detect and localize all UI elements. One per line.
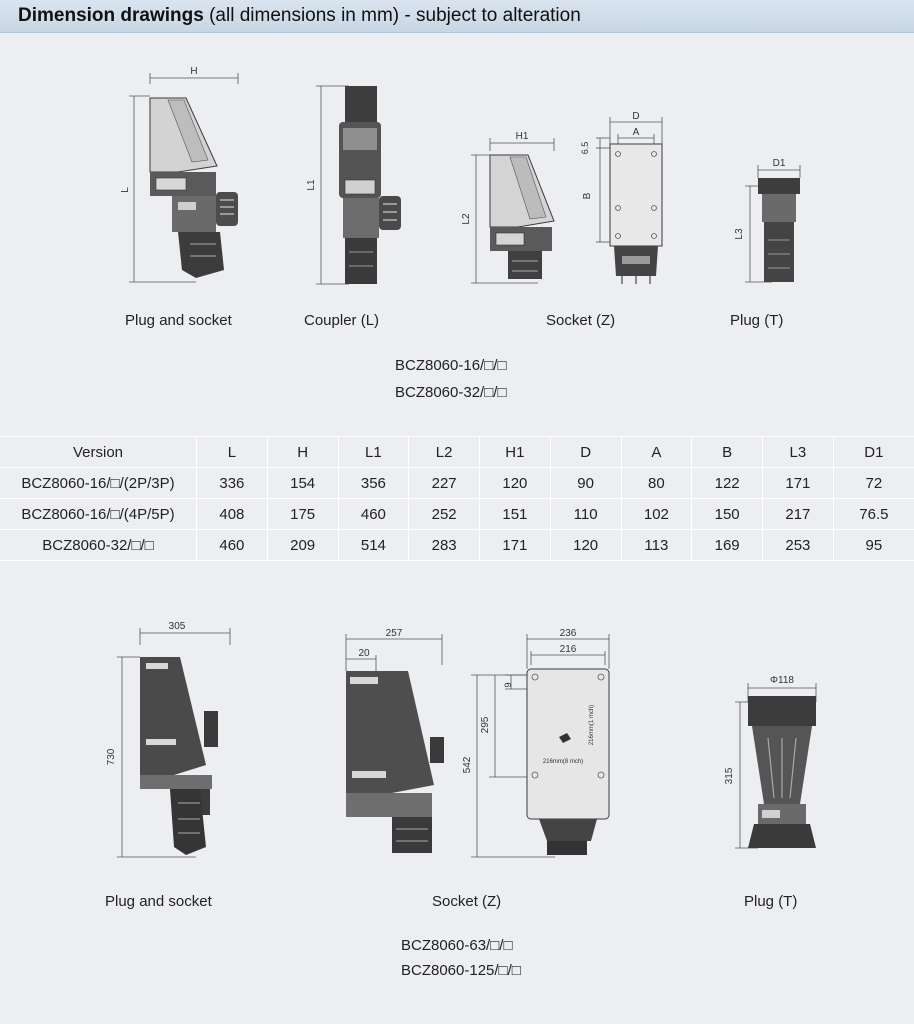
dim-h-label: H <box>190 66 198 77</box>
table-row <box>0 468 914 499</box>
table-header-row <box>0 437 914 468</box>
dim-315-label: 315 <box>724 767 735 785</box>
table-row <box>0 499 914 530</box>
mounting-note-vertical: 216mm(1 mch) <box>589 704 595 746</box>
table-cell: 217 <box>763 499 834 530</box>
dim-6-5-label: 6.5 <box>580 141 590 155</box>
caption-socket: Socket (Z) <box>546 312 616 329</box>
dim-l3-label: L3 <box>734 228 745 240</box>
table-cell: 175 <box>267 499 338 530</box>
model-label: BCZ8060-63/□/□ <box>401 937 513 954</box>
dim-542-label: 542 <box>462 756 473 774</box>
dim-l-label: L <box>120 187 131 193</box>
coupler-drawing <box>305 80 405 290</box>
table-cell: 110 <box>550 499 621 530</box>
plug-drawing <box>728 150 808 290</box>
table-header-cell: D <box>550 437 621 468</box>
table-cell-version: BCZ8060-16/□/(4P/5P) <box>21 505 175 523</box>
table-cell: 113 <box>621 530 692 561</box>
table-cell: 122 <box>692 468 763 499</box>
large-plug-drawing <box>718 668 828 858</box>
page-title: Dimension drawings (all dimensions in mm) - subject to alteration <box>18 5 581 26</box>
table-cell: 154 <box>267 468 338 499</box>
plug-and-socket-drawing <box>120 60 250 290</box>
table-header-cell: L3 <box>763 437 834 468</box>
model-label: BCZ8060-16/□/□ <box>395 357 507 374</box>
table-cell: 120 <box>480 468 551 499</box>
table-cell: 76.5 <box>833 499 914 530</box>
table-cell: 253 <box>763 530 834 561</box>
dim-236-label: 236 <box>559 628 577 639</box>
dim-l2-label: L2 <box>461 213 472 225</box>
table-cell: 72 <box>833 468 914 499</box>
dim-257-label: 257 <box>385 628 403 639</box>
dim-phi118-label: Φ118 <box>770 675 794 686</box>
table-cell: 171 <box>480 530 551 561</box>
table-cell: 209 <box>267 530 338 561</box>
table-cell-version: BCZ8060-32/□/□ <box>42 536 154 554</box>
dim-295-label: 295 <box>480 716 491 734</box>
table-cell: 252 <box>409 499 480 530</box>
table-cell: 102 <box>621 499 692 530</box>
socket-front-drawing <box>578 108 678 293</box>
model-label: BCZ8060-125/□/□ <box>401 962 521 979</box>
table-header-cell: L1 <box>338 437 409 468</box>
socket-side-drawing <box>458 125 568 290</box>
model-label: BCZ8060-32/□/□ <box>395 384 507 401</box>
table-cell: 169 <box>692 530 763 561</box>
caption-plug: Plug (T) <box>730 312 784 329</box>
header-bar <box>0 0 914 33</box>
dim-d-label: D <box>632 111 640 122</box>
dim-305-label: 305 <box>168 621 186 632</box>
dim-a-label: A <box>632 127 640 138</box>
table-header-cell: A <box>621 437 692 468</box>
table-cell: 120 <box>550 530 621 561</box>
dim-d1-label: D1 <box>772 158 786 169</box>
table-cell: 460 <box>338 499 409 530</box>
table-header-cell: H1 <box>480 437 551 468</box>
table-cell: 150 <box>692 499 763 530</box>
caption-plug-and-socket: Plug and socket <box>125 312 232 329</box>
dim-730-label: 730 <box>106 748 117 766</box>
dim-9-label: 9 <box>503 682 513 688</box>
large-plug-and-socket-drawing <box>100 615 240 865</box>
table-cell: 90 <box>550 468 621 499</box>
table-cell: 80 <box>621 468 692 499</box>
large-socket-front-drawing <box>455 625 615 865</box>
table-cell: 95 <box>833 530 914 561</box>
table-cell: 283 <box>409 530 480 561</box>
dimensions-table <box>0 436 914 561</box>
dim-h1-label: H1 <box>515 131 529 142</box>
table-header-cell: L2 <box>409 437 480 468</box>
dim-l1-label: L1 <box>306 179 317 191</box>
table-cell: 408 <box>197 499 268 530</box>
table-cell: 227 <box>409 468 480 499</box>
table-cell: 151 <box>480 499 551 530</box>
table-header-cell: H <box>267 437 338 468</box>
caption-plug-and-socket: Plug and socket <box>105 893 212 910</box>
large-socket-side-drawing <box>330 625 460 860</box>
dim-216-label: 216 <box>559 644 577 655</box>
table-header-cell: Version <box>72 443 124 461</box>
caption-plug: Plug (T) <box>744 893 798 910</box>
table-cell: 356 <box>338 468 409 499</box>
dim-20-label: 20 <box>358 648 370 659</box>
table-cell: 336 <box>197 468 268 499</box>
table-row <box>0 530 914 561</box>
table-cell-version: BCZ8060-16/□/(2P/3P) <box>21 474 175 492</box>
mounting-note-horizontal: 216mm(8 mch) <box>542 759 584 765</box>
table-header-cell: B <box>692 437 763 468</box>
table-header-cell: D1 <box>833 437 914 468</box>
caption-socket: Socket (Z) <box>432 893 502 910</box>
caption-coupler: Coupler (L) <box>304 312 380 329</box>
table-cell: 460 <box>197 530 268 561</box>
table-header-cell: L <box>197 437 268 468</box>
table-cell: 171 <box>763 468 834 499</box>
dim-b-label: B <box>582 192 593 200</box>
table-cell: 514 <box>338 530 409 561</box>
